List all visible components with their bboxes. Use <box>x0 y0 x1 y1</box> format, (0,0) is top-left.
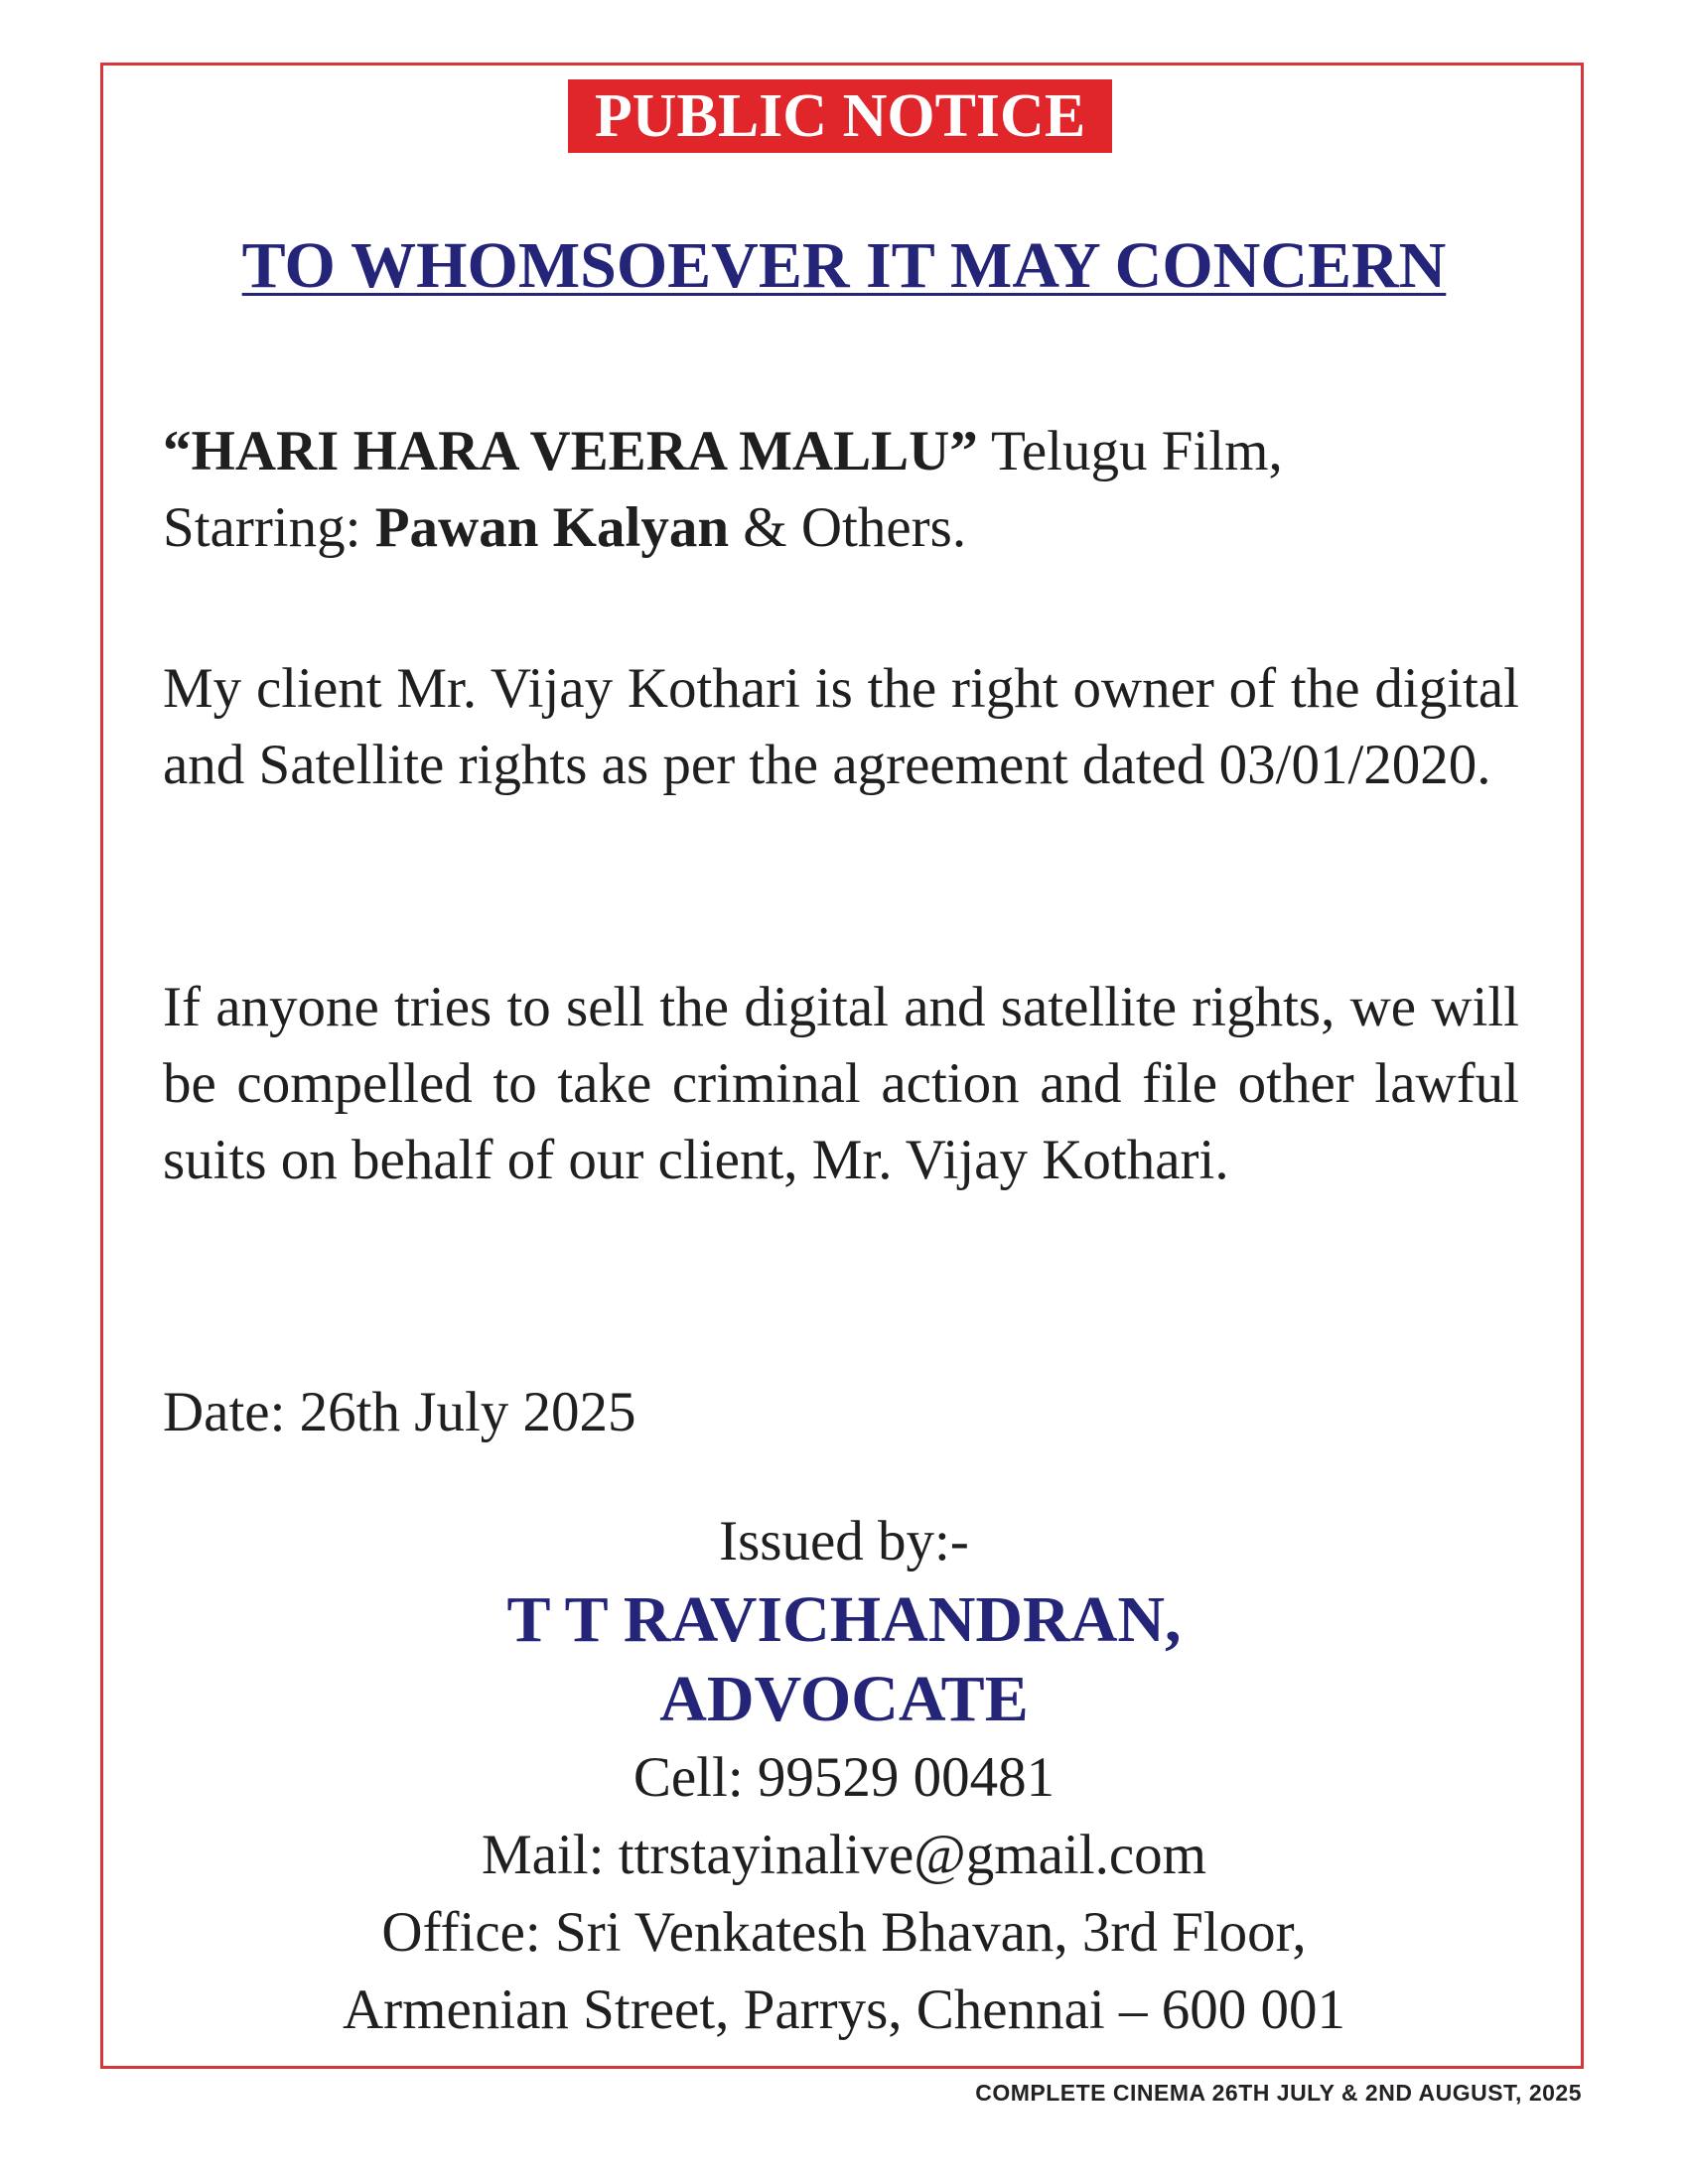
film-title-suffix: Telugu Film, <box>977 420 1283 482</box>
starring-suffix: & Others. <box>729 496 967 559</box>
notice-date: Date: 26th July 2025 <box>163 1381 636 1443</box>
rights-paragraph: My client Mr. Vijay Kothari is the right owner of the digital and Satellite rights as per the agreement dated 03/01/2020. <box>163 657 1519 796</box>
film-title: “HARI HARA VEERA MALLU” <box>163 420 978 482</box>
cell-number: Cell: 99529 00481 <box>633 1746 1055 1809</box>
concern-heading-text: TO WHOMSOEVER IT MAY CONCERN <box>241 229 1447 302</box>
warning-paragraph: If anyone tries to sell the digital and satellite rights, we will be compelled to take criminal action and file other lawful suits on behalf of our client, Mr. Vijay Kothari. <box>163 976 1519 1191</box>
advocate-name: T T RAVICHANDRAN, <box>506 1583 1182 1656</box>
mail-address: Mail: ttrstayinalive@gmail.com <box>481 1824 1206 1886</box>
issued-by-label: Issued by:- <box>719 1510 969 1572</box>
film-paragraph <box>163 413 1519 566</box>
publication-credit: COMPLETE CINEMA 26TH JULY & 2ND AUGUST, 2025 <box>975 2080 1582 2106</box>
star-name: Pawan Kalyan <box>374 496 730 559</box>
concern-heading <box>149 226 1539 306</box>
advocate-title: ADVOCATE <box>659 1663 1029 1735</box>
starring-label: Starring: <box>163 496 375 559</box>
issuer-block <box>149 1503 1539 2049</box>
public-notice-badge: PUBLIC NOTICE <box>568 79 1112 153</box>
office-address-line1: Office: Sri Venkatesh Bhavan, 3rd Floor, <box>381 1901 1307 1964</box>
office-address-line2: Armenian Street, Parrys, Chennai – 600 001 <box>343 1979 1345 2041</box>
